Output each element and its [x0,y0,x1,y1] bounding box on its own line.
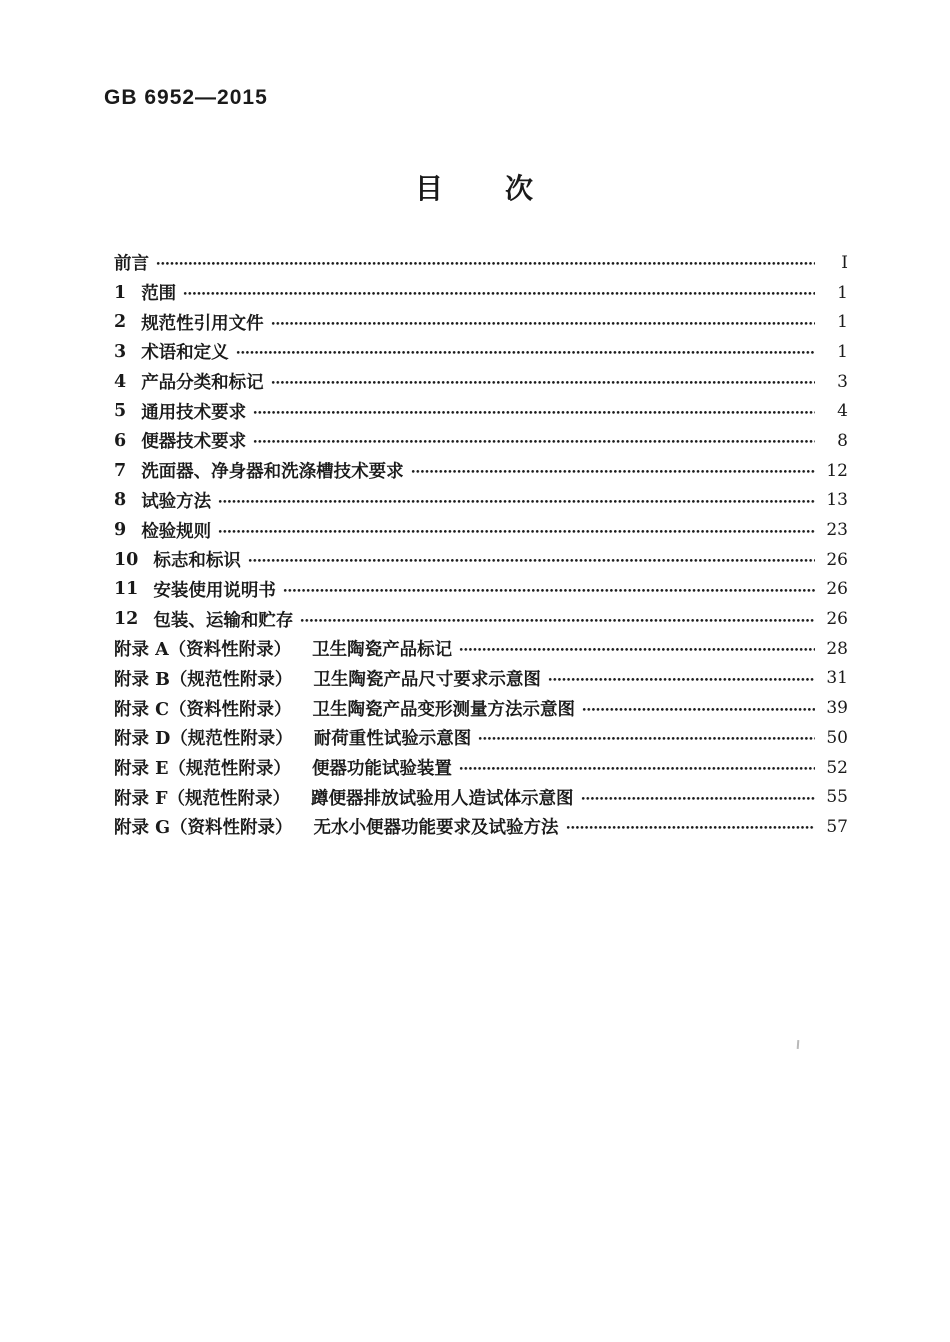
toc-entry-label: 通用技术要求 [141,402,247,423]
toc-entry-page: 3 [837,371,848,392]
standard-code: GB 6952—2015 [104,86,268,109]
dot-leader-line [271,321,815,326]
toc-entry [114,456,848,486]
dot-leader-line [218,499,815,504]
toc-entry-label: 包装、运输和贮存 [153,610,294,631]
toc-entry-label: 产品分类和标记 [141,373,264,394]
toc-entry-prefix: 1 [114,282,127,303]
toc-entry-prefix: 附录 E（规范性附录） [114,759,291,780]
toc-entry-label: 标志和标识 [153,551,241,572]
toc-entry [114,812,848,842]
toc-entry-page: 1 [837,312,848,333]
dot-leader-line [253,410,815,415]
dot-leader-line [248,558,815,563]
toc-entry-label: 术语和定义 [141,343,229,364]
toc-entry [114,575,848,605]
dot-leader-line [582,707,815,712]
toc-entry [114,307,848,337]
toc-entry-label: 试验方法 [141,491,212,512]
dot-leader-line [459,647,815,652]
toc-entry-prefix: 3 [114,341,127,362]
dot-leader-line [566,825,815,830]
toc-entry-prefix: 附录 D（规范性附录） [114,729,293,750]
toc-entry-page: 26 [826,549,848,570]
toc-entry-prefix: 6 [114,430,127,451]
toc-entry-prefix: 2 [114,312,127,333]
toc-entry-page: 8 [837,430,848,451]
toc-entry-label: 便器技术要求 [141,432,247,453]
dot-leader-line [283,588,815,593]
toc-entry-page: 52 [826,757,848,778]
toc-entry [114,604,848,634]
toc-entry-label: 检验规则 [141,521,212,542]
toc-entry-label: 卫生陶瓷产品标记 [312,640,453,661]
toc-entry-label: 规范性引用文件 [141,313,264,334]
toc-entry [114,723,848,753]
toc-entry [114,753,848,783]
toc-entry-label: 范围 [141,284,177,305]
scan-artifact [797,1040,800,1049]
toc-entry-page: 26 [826,609,848,630]
toc-entry-page: 4 [837,401,848,422]
toc-entry-prefix: 7 [114,460,127,481]
dot-leader-line [300,618,815,623]
toc-entry-prefix: 9 [114,520,127,541]
toc-entry-prefix: 4 [114,371,127,392]
toc-entry-page: 57 [826,816,848,837]
toc-entry-page: 1 [837,282,848,303]
toc-entry [114,367,848,397]
toc-entry-page: 28 [826,638,848,659]
toc-entry [114,782,848,812]
dot-leader-line [183,291,815,296]
dot-leader-line [411,469,815,474]
toc-entry-label: 蹲便器排放试验用人造试体示意图 [311,788,574,809]
dot-leader-line [218,529,815,534]
toc-entry-prefix: 8 [114,490,127,511]
toc-entry-prefix: 12 [114,609,139,630]
toc-entry-page: 39 [826,698,848,719]
toc-entry-page: I [841,252,848,273]
toc-entry-prefix: 附录 A（资料性附录） [114,640,292,661]
toc-entry-page: 23 [826,520,848,541]
toc-entry [114,664,848,694]
toc-entry-label: 卫生陶瓷产品变形测量方法示意图 [312,699,576,720]
toc-list [114,248,848,842]
dot-leader-line [478,736,815,741]
toc-entry [114,426,848,456]
toc-entry-page: 13 [826,490,848,511]
toc-entry-label: 耐荷重性试验示意图 [313,729,472,750]
dot-leader-line [548,677,815,682]
toc-entry-page: 31 [826,668,848,689]
toc-entry [114,486,848,516]
toc-entry [114,693,848,723]
dot-leader-line [156,261,815,266]
toc-entry [114,515,848,545]
page-title: 目 次 [414,172,535,205]
toc-entry-prefix: 5 [114,401,127,422]
toc-entry-page: 26 [826,579,848,600]
dot-leader-line [581,796,815,801]
toc-entry [114,545,848,575]
toc-entry [114,396,848,426]
toc-entry-label: 前言 [114,254,149,275]
toc-entry-prefix: 附录 B（规范性附录） [114,669,293,690]
toc-entry-label: 卫生陶瓷产品尺寸要求示意图 [313,669,541,690]
toc-entry-prefix: 11 [114,579,139,600]
toc-entry-prefix: 附录 C（资料性附录） [114,699,292,720]
toc-entry-page: 1 [837,341,848,362]
toc-entry [114,248,848,278]
dot-leader-line [271,380,815,385]
toc-entry [114,278,848,308]
toc-entry-prefix: 附录 F（规范性附录） [114,788,291,809]
toc-entry [114,634,848,664]
toc-entry-prefix: 附录 G（资料性附录） [114,818,293,839]
toc-entry-label: 安装使用说明书 [153,580,276,601]
toc-entry-label: 无水小便器功能要求及试验方法 [313,818,559,839]
toc-entry [114,337,848,367]
dot-leader-line [253,439,815,444]
toc-entry-page: 55 [826,787,848,808]
dot-leader-line [236,350,815,355]
toc-entry-page: 12 [826,460,848,481]
toc-entry-label: 洗面器、净身器和洗涤槽技术要求 [141,462,404,483]
toc-entry-label: 便器功能试验装置 [311,759,452,780]
toc-entry-page: 50 [826,727,848,748]
dot-leader-line [459,766,815,771]
toc-entry-prefix: 10 [114,549,139,570]
